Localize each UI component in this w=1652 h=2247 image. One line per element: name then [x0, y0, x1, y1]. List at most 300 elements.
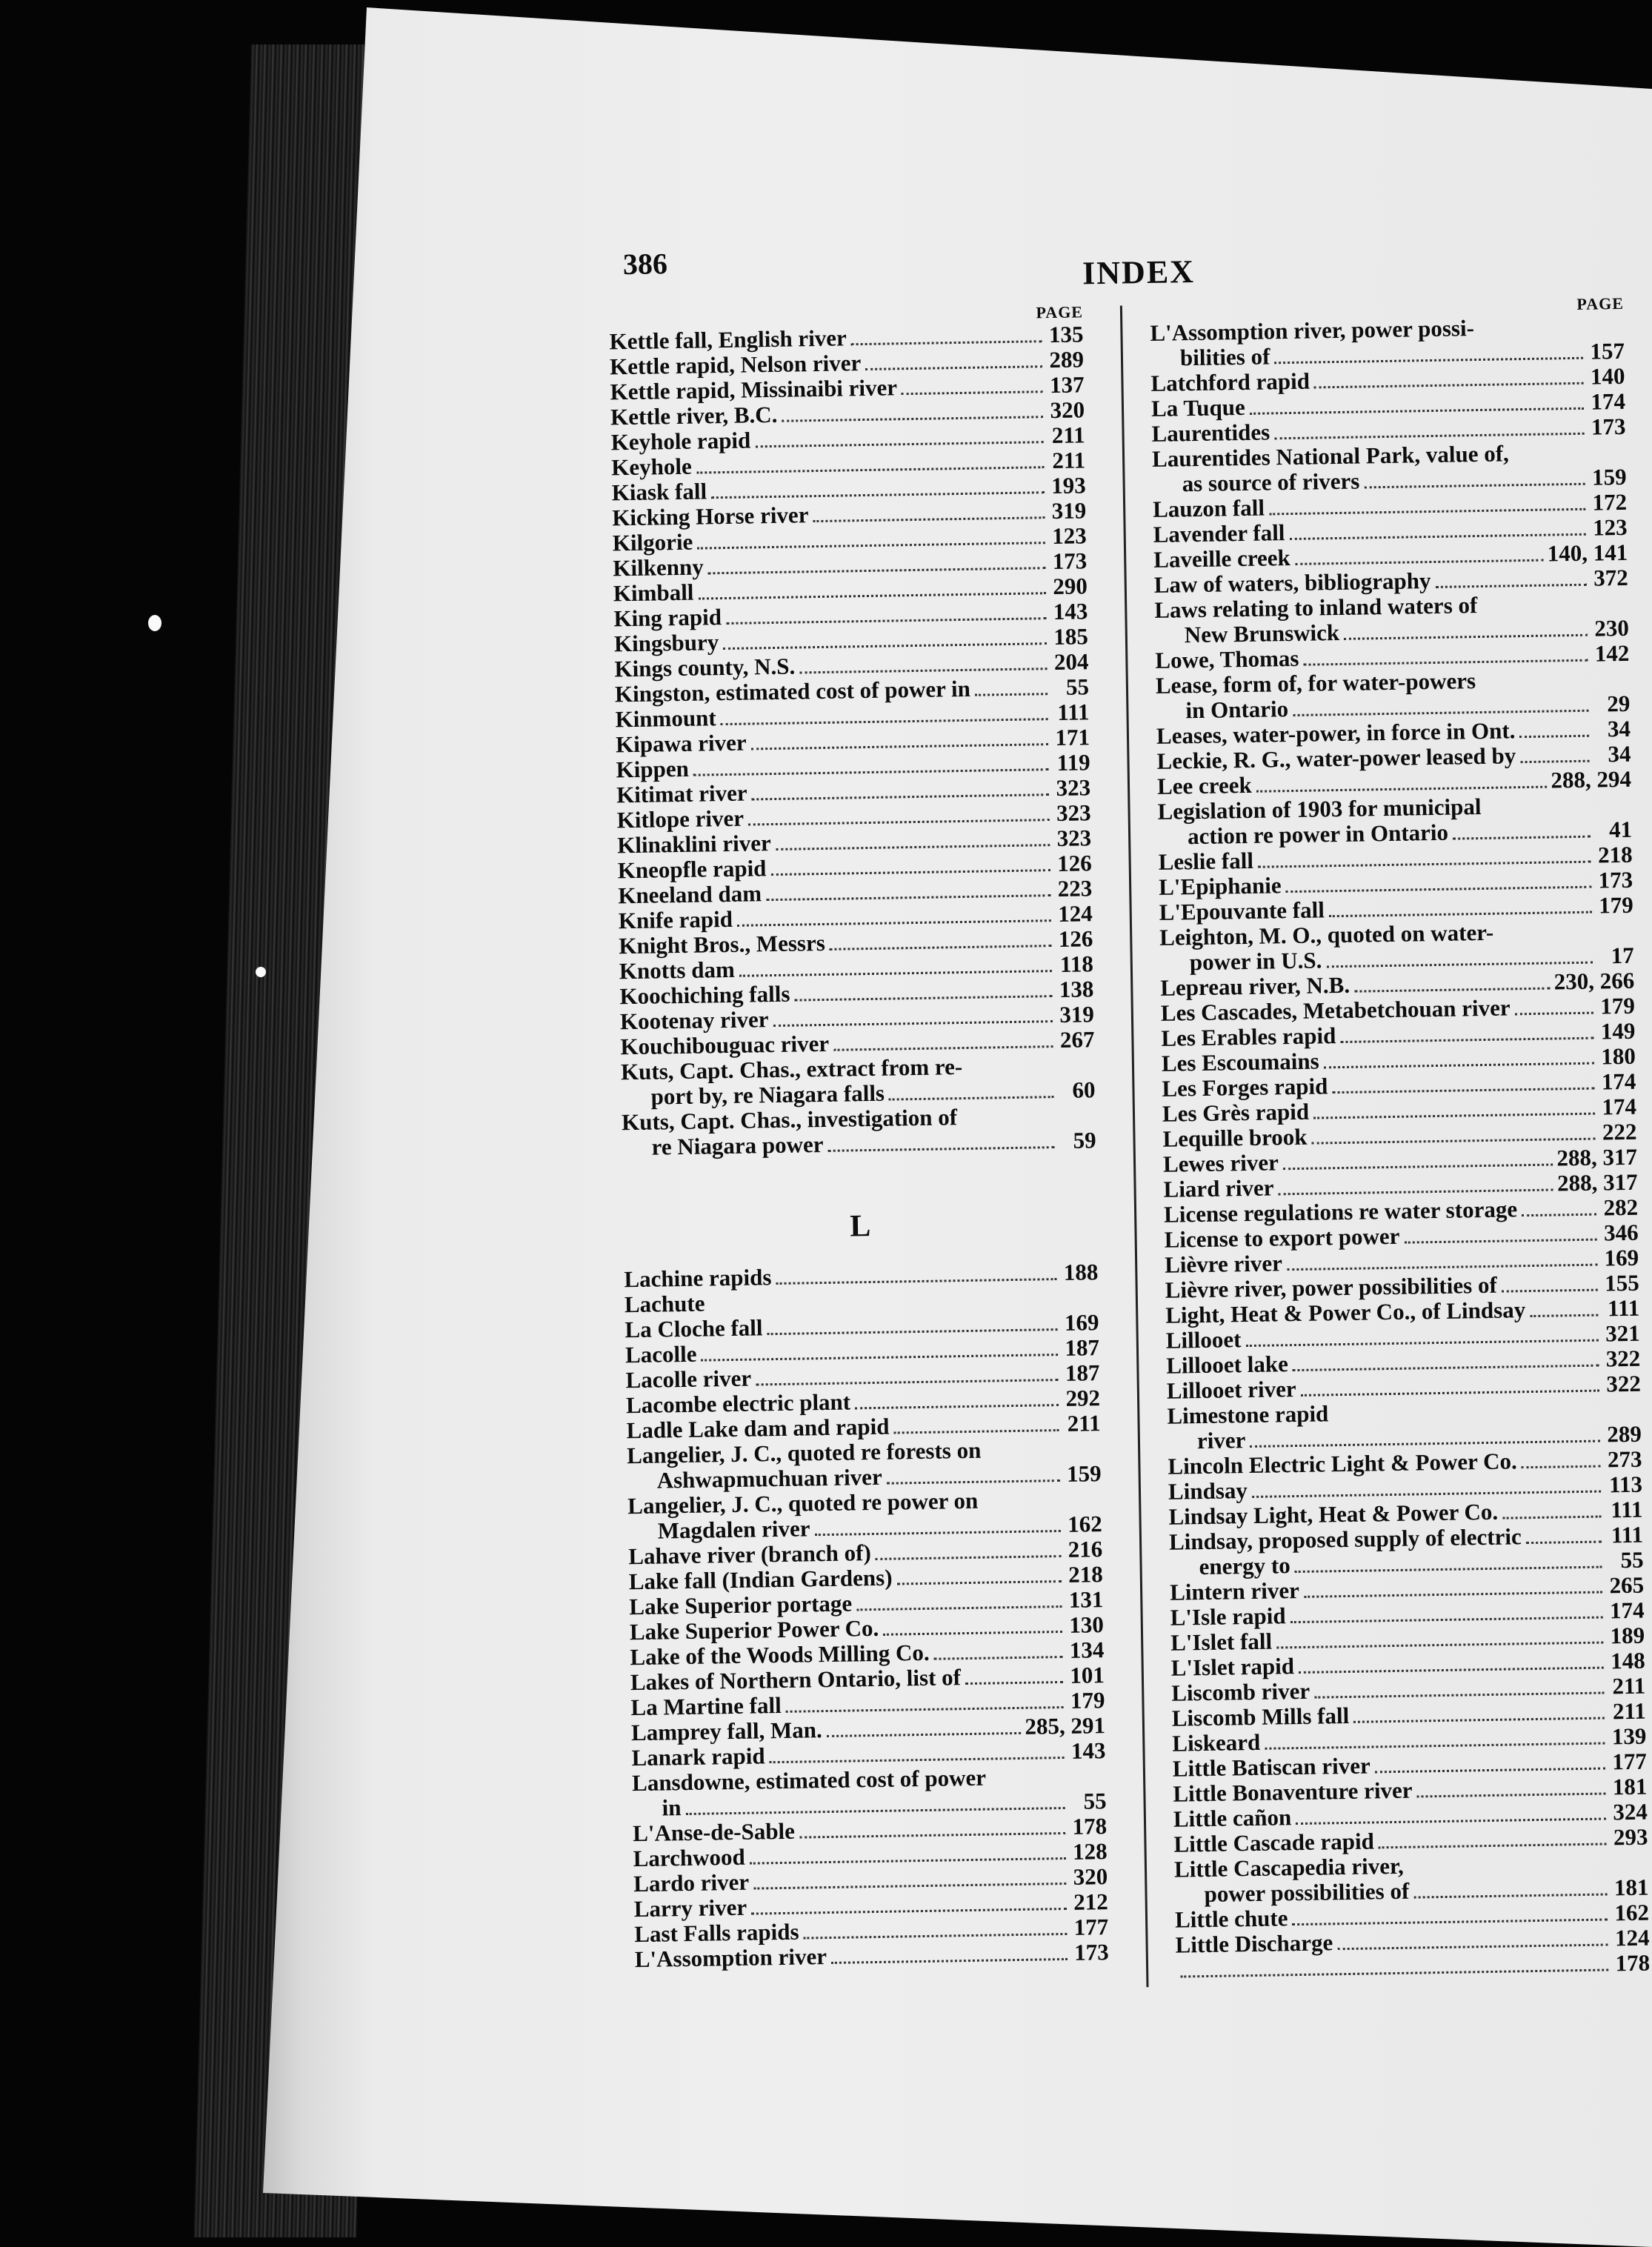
- entry-page-number: 323: [1056, 799, 1091, 827]
- entry-text: Les Grès rapid: [1162, 1098, 1310, 1127]
- leader-dots: [1293, 1365, 1599, 1371]
- entry-text: Lachute: [624, 1290, 705, 1318]
- entry-text: Lindsay Light, Heat & Power Co.: [1168, 1498, 1499, 1530]
- entry-page-number: 180: [1601, 1042, 1636, 1070]
- entry-page-number: 321: [1605, 1319, 1641, 1347]
- leader-dots: [1286, 886, 1592, 893]
- leader-dots: [804, 1933, 1068, 1940]
- left-page-header: PAGE: [1036, 302, 1084, 322]
- entry-text: Lake of the Woods Milling Co.: [630, 1639, 930, 1671]
- entry-text: Knotts dam: [619, 956, 736, 985]
- entry-text: Latchford rapid: [1150, 367, 1310, 396]
- page-title: INDEX: [1082, 253, 1196, 292]
- entry-page-number: 188: [1063, 1259, 1099, 1285]
- entry-text: Les Escoumains: [1161, 1048, 1319, 1076]
- entry-text: in Ontario: [1185, 696, 1289, 724]
- entry-page-number: 157: [1590, 337, 1625, 364]
- entry-page-number: 123: [1592, 513, 1628, 541]
- entry-text: Lacombe electric plant: [625, 1388, 851, 1419]
- entry-page-number: 111: [1057, 699, 1090, 725]
- entry-page-number: 288, 317: [1556, 1168, 1638, 1196]
- entry-text: Liscomb river: [1171, 1677, 1310, 1706]
- entry-text: Klinaklini river: [616, 830, 772, 859]
- entry-text: Laurentides National Park, value of,: [1151, 440, 1510, 472]
- entry-text: Lillooet: [1165, 1326, 1242, 1354]
- leader-dots: [721, 718, 1048, 725]
- leader-dots: [737, 919, 1051, 927]
- leader-dots: [965, 1681, 1063, 1685]
- entry-text: power in U.S.: [1189, 947, 1322, 976]
- leader-dots: [753, 1883, 1066, 1890]
- entry-text: Lowe, Thomas: [1155, 645, 1299, 673]
- leader-dots: [786, 1706, 1064, 1713]
- leader-dots: [1404, 1239, 1596, 1244]
- entry-text: Little Cascapedia river,: [1173, 1852, 1404, 1883]
- leader-dots: [766, 894, 1050, 901]
- entry-page-number: 162: [1614, 1899, 1650, 1926]
- entry-page-number: 211: [1052, 447, 1086, 474]
- entry-page-number: 320: [1050, 396, 1085, 424]
- leader-dots: [828, 1146, 1055, 1152]
- leader-dots: [830, 945, 1052, 951]
- entry-page-number: 181: [1612, 1773, 1648, 1800]
- leader-dots: [708, 567, 1046, 574]
- leader-dots: [1379, 1843, 1607, 1849]
- leader-dots: [1293, 710, 1588, 716]
- leader-dots: [1482, 611, 1587, 613]
- leader-dots: [1287, 1264, 1597, 1271]
- leader-dots: [771, 869, 1050, 876]
- entry-page-number: 111: [1611, 1496, 1643, 1523]
- entry-page-number: 187: [1065, 1334, 1100, 1361]
- leader-dots: [1295, 1566, 1602, 1574]
- leader-dots: [773, 1020, 1053, 1027]
- entry-text: Kilgorie: [612, 528, 693, 556]
- entry-page-number: 131: [1068, 1586, 1104, 1613]
- leader-dots: [751, 1908, 1067, 1915]
- leader-dots: [887, 1479, 1060, 1485]
- leader-dots: [1314, 1692, 1604, 1699]
- leader-dots: [1301, 1390, 1599, 1397]
- entry-page-number: 55: [1620, 1546, 1644, 1574]
- leader-dots: [799, 668, 1047, 673]
- entry-text: New Brunswick: [1184, 619, 1340, 648]
- entry-text: Kiask fall: [611, 478, 707, 506]
- leader-dots: [1314, 382, 1584, 389]
- entry-text: Knife rapid: [618, 905, 733, 934]
- entry-page-number: 292: [1065, 1385, 1101, 1411]
- entry-text: Keyhole: [610, 453, 692, 481]
- leader-dots: [702, 1354, 1059, 1362]
- entry-text: Kootenay river: [619, 1006, 769, 1035]
- entry-text: power possibilities of: [1204, 1877, 1410, 1908]
- entry-text: as source of rivers: [1182, 467, 1360, 497]
- entry-text: Lansdowne, estimated cost of power: [631, 1764, 987, 1797]
- leader-dots: [1324, 1062, 1594, 1069]
- entry-text: Kippen: [616, 755, 690, 783]
- entry-text: Last Falls rapids: [634, 1918, 799, 1948]
- entry-text: action re power in Ontario: [1187, 819, 1449, 850]
- leader-dots: [723, 642, 1047, 650]
- entry-page-number: 273: [1607, 1445, 1642, 1473]
- entry-page-number: 29: [1607, 690, 1631, 717]
- leader-dots: [1252, 1491, 1601, 1498]
- entry-page-number: 148: [1610, 1647, 1645, 1674]
- entry-text: L'Epiphanie: [1158, 872, 1282, 900]
- entry-page-number: 162: [1067, 1511, 1102, 1537]
- index-entry: [635, 1940, 1109, 1972]
- entry-page-number: 169: [1604, 1244, 1639, 1271]
- leader-dots: [1265, 1742, 1605, 1750]
- leader-dots: [1246, 1339, 1599, 1347]
- leader-dots: [865, 365, 1042, 370]
- entry-page-number: 123: [1051, 522, 1088, 550]
- entry-text: Kuts, Capt. Chas., extract from re-: [620, 1053, 963, 1085]
- entry-page-number: 118: [1059, 951, 1094, 977]
- entry-page-number: 34: [1608, 740, 1631, 768]
- entry-page-number: 126: [1056, 850, 1092, 876]
- leader-dots: [1299, 1667, 1604, 1674]
- leader-dots: [1275, 357, 1584, 364]
- entry-page-number: 346: [1603, 1219, 1639, 1246]
- leader-dots: [1436, 584, 1587, 588]
- leader-dots: [1417, 1793, 1606, 1798]
- entry-text: Lequille brook: [1162, 1123, 1308, 1152]
- leader-dots: [767, 1328, 1058, 1335]
- leader-dots: [1276, 1642, 1603, 1649]
- leader-dots: [876, 1555, 1062, 1560]
- entry-page-number: 218: [1068, 1561, 1104, 1588]
- left-entries-l: [624, 1259, 1109, 1972]
- entry-text: L'Islet rapid: [1170, 1653, 1295, 1681]
- leader-dots: [1295, 559, 1543, 565]
- entry-page-number: 174: [1601, 1068, 1636, 1095]
- entry-text: License to export power: [1164, 1222, 1400, 1253]
- leader-dots: [710, 1305, 1057, 1311]
- entry-page-number: 174: [1591, 387, 1626, 415]
- entry-text: Lavender fall: [1153, 519, 1285, 547]
- entry-text: Lake fall (Indian Gardens): [628, 1564, 893, 1595]
- entry-page-number: 288, 317: [1556, 1143, 1638, 1171]
- entry-text: Kitimat river: [616, 779, 747, 808]
- entry-text: Ladle Lake dam and rapid: [626, 1413, 890, 1444]
- entry-page-number: 155: [1604, 1269, 1639, 1296]
- leader-dots: [776, 1278, 1056, 1285]
- leader-dots: [962, 1123, 1054, 1125]
- entry-text: bilities of: [1179, 343, 1270, 371]
- entry-page-number: 189: [1610, 1622, 1645, 1649]
- entry-page-number: 320: [1073, 1863, 1108, 1890]
- leader-dots: [1256, 786, 1547, 793]
- leader-dots: [748, 819, 1050, 825]
- entry-text: Lake Superior Power Co.: [629, 1614, 879, 1645]
- entry-page-number: 174: [1602, 1093, 1637, 1120]
- entry-page-number: 173: [1052, 547, 1088, 575]
- entry-text: Kuts, Capt. Chas., investigation of: [621, 1104, 958, 1136]
- left-entries: [609, 322, 1096, 1160]
- leader-dots: [1364, 483, 1585, 489]
- leader-dots: [813, 516, 1045, 522]
- leader-dots: [1304, 1591, 1602, 1598]
- entry-page-number: 139: [1611, 1722, 1647, 1750]
- leader-dots: [856, 1605, 1062, 1611]
- leader-dots: [1326, 962, 1592, 968]
- entry-text: Liskeard: [1172, 1728, 1261, 1757]
- leader-dots: [756, 1379, 1058, 1385]
- entry-page-number: 173: [1073, 1939, 1110, 1965]
- entry-text: Knight Bros., Messrs: [619, 929, 826, 959]
- entry-page-number: 185: [1053, 623, 1089, 650]
- leader-dots: [686, 1807, 1065, 1815]
- paper-speck: [148, 615, 161, 631]
- leader-dots: [902, 390, 1043, 395]
- leader-dots: [1337, 1944, 1608, 1951]
- leader-dots: [1354, 988, 1550, 993]
- leader-dots: [1283, 1164, 1553, 1171]
- entry-page-number: 193: [1050, 472, 1086, 499]
- entry-text: Law of waters, bibliography: [1153, 567, 1431, 598]
- entry-page-number: 55: [1065, 673, 1090, 700]
- entry-text: Lièvre river: [1164, 1250, 1283, 1278]
- entry-text: Kettle rapid, Nelson river: [609, 350, 862, 380]
- leader-dots: [1290, 1617, 1603, 1624]
- leader-dots: [1513, 460, 1585, 462]
- entry-text: Kingsbury: [613, 629, 719, 657]
- entry-page-number: 135: [1048, 321, 1084, 348]
- entry-text: Leckie, R. G., water-power leased by: [1156, 742, 1516, 774]
- leader-dots: [934, 1656, 1063, 1660]
- entry-text: Little cañon: [1173, 1804, 1292, 1832]
- leader-dots: [851, 340, 1042, 345]
- entry-text: La Martine fall: [630, 1691, 782, 1721]
- entry-text: Kilkenny: [613, 553, 704, 582]
- entry-page-number: 124: [1614, 1924, 1650, 1951]
- entry-page-number: 285, 291: [1025, 1712, 1106, 1740]
- entry-page-number: 137: [1049, 371, 1085, 399]
- entry-page-number: 41: [1608, 816, 1633, 843]
- leader-dots: [739, 970, 1052, 977]
- entry-page-number: 143: [1070, 1737, 1106, 1764]
- entry-text: Lachine rapids: [624, 1264, 772, 1293]
- entry-page-number: 128: [1072, 1838, 1108, 1865]
- entry-page-number: 211: [1612, 1672, 1646, 1700]
- right-entries: [1150, 313, 1650, 1983]
- entry-page-number: 143: [1053, 598, 1088, 625]
- entry-page-number: 124: [1057, 900, 1093, 927]
- entry-text: Lincoln Electric Light & Power Co.: [1168, 1448, 1517, 1479]
- leader-dots: [770, 1757, 1065, 1763]
- leader-dots: [1344, 634, 1588, 640]
- leader-dots: [698, 592, 1045, 599]
- entry-page-number: 169: [1064, 1309, 1099, 1336]
- leader-dots: [1250, 1440, 1600, 1448]
- leader-dots: [833, 1045, 1053, 1051]
- entry-page-number: 211: [1612, 1697, 1647, 1725]
- entry-text: Lamprey fall, Man.: [630, 1717, 823, 1746]
- entry-page-number: 177: [1612, 1748, 1648, 1775]
- entry-text: Little Batiscan river: [1172, 1752, 1371, 1782]
- entry-page-number: 60: [1072, 1076, 1096, 1103]
- entry-text: Leases, water-power, in force in Ont.: [1156, 717, 1516, 749]
- entry-text: L'Assomption river, power possi-: [1150, 315, 1475, 346]
- entry-text: Ashwapmuchuan river: [656, 1463, 882, 1494]
- entry-page-number: 323: [1056, 825, 1092, 852]
- entry-page-number: 17: [1611, 942, 1634, 969]
- entry-text: Little chute: [1174, 1905, 1288, 1933]
- leader-dots: [1250, 407, 1584, 415]
- entry-page-number: 159: [1066, 1460, 1102, 1487]
- leader-dots: [1269, 508, 1585, 516]
- paper-speck: [256, 967, 266, 977]
- entry-page-number: 288, 294: [1551, 765, 1632, 793]
- entry-text: Legislation of 1903 for municipal: [1157, 793, 1482, 825]
- entry-page-number: 171: [1055, 724, 1090, 751]
- leader-dots: [750, 1857, 1066, 1865]
- entry-text: Lakes of Northern Ontario, list of: [630, 1664, 962, 1696]
- entry-page-number: 101: [1070, 1662, 1105, 1688]
- leader-dots: [967, 1073, 1053, 1074]
- leader-dots: [1296, 1818, 1606, 1825]
- leader-dots: [1515, 1012, 1593, 1016]
- entry-page-number: 126: [1058, 925, 1093, 952]
- entry-page-number: 372: [1593, 564, 1628, 591]
- entry-page-number: 223: [1057, 875, 1093, 902]
- leader-dots: [1502, 1516, 1601, 1519]
- entry-page-number: 289: [1607, 1420, 1642, 1448]
- leader-dots: [982, 1507, 1060, 1508]
- leader-dots: [1258, 861, 1591, 868]
- entry-page-number: 179: [1600, 992, 1636, 1019]
- entry-text: L'Islet fall: [1170, 1628, 1273, 1656]
- leader-dots: [1375, 1768, 1605, 1774]
- entry-page-number: 179: [1598, 891, 1633, 919]
- entry-text: Lillooet lake: [1166, 1351, 1289, 1379]
- entry-page-number: 289: [1049, 346, 1085, 373]
- entry-text: La Cloche fall: [625, 1314, 763, 1343]
- leader-dots: [1520, 760, 1589, 763]
- entry-text: Kneeland dam: [618, 880, 762, 909]
- leader-dots: [726, 617, 1046, 625]
- entry-page-number: 130: [1069, 1611, 1105, 1638]
- leader-dots: [1313, 1113, 1595, 1119]
- entry-page-number: 134: [1069, 1637, 1105, 1663]
- leader-dots: [855, 1404, 1059, 1409]
- entry-text: Lintern river: [1169, 1577, 1300, 1605]
- entry-text: Keyhole rapid: [610, 427, 751, 456]
- entry-page-number: 119: [1056, 749, 1090, 776]
- entry-page-number: 138: [1059, 976, 1094, 1002]
- leader-dots: [1520, 735, 1590, 738]
- entry-page-number: 55: [1083, 1788, 1107, 1814]
- entry-text: river: [1196, 1427, 1246, 1454]
- entry-page-number: 211: [1051, 422, 1085, 449]
- entry-page-number: 178: [1072, 1813, 1108, 1840]
- entry-text: Les Erables rapid: [1161, 1022, 1336, 1051]
- leader-dots: [1526, 1541, 1602, 1545]
- leader-dots: [985, 1457, 1059, 1458]
- leader-dots: [831, 1958, 1068, 1964]
- entry-page-number: 218: [1597, 841, 1633, 868]
- index-page-content: [533, 204, 1652, 2000]
- leader-dots: [815, 1530, 1061, 1536]
- leader-dots: [752, 793, 1050, 800]
- leader-dots: [1180, 1968, 1608, 1977]
- leader-dots: [827, 1732, 1021, 1737]
- entry-text: Les Forges rapid: [1162, 1073, 1328, 1102]
- entry-text: Les Cascades, Metabetchouan river: [1160, 994, 1511, 1026]
- entry-page-number: 322: [1605, 1345, 1641, 1372]
- entry-text: Lewes river: [1162, 1149, 1279, 1177]
- entry-page-number: 230, 266: [1553, 967, 1635, 995]
- leader-dots: [1312, 1138, 1596, 1145]
- leader-dots: [1340, 1037, 1593, 1043]
- leader-dots: [1480, 687, 1588, 688]
- entry-text: Lacolle river: [625, 1365, 752, 1394]
- entry-text: Kingston, estimated cost of power in: [614, 675, 971, 708]
- entry-text: Laws relating to inland waters of: [1154, 592, 1478, 623]
- entry-text: L'Assomption river: [634, 1943, 827, 1973]
- entry-page-number: 159: [1591, 463, 1627, 490]
- entry-page-number: 290: [1053, 573, 1088, 600]
- entry-text: Kettle fall, English river: [609, 324, 847, 355]
- entry-page-number: 173: [1598, 866, 1633, 893]
- leader-dots: [1408, 1871, 1607, 1874]
- entry-text: King rapid: [613, 604, 722, 632]
- entry-page-number: 113: [1608, 1471, 1643, 1498]
- entry-text: L'Epouvante fall: [1159, 896, 1325, 925]
- entry-text: Kitlope river: [616, 805, 745, 833]
- leader-dots: [1453, 836, 1591, 840]
- leader-dots: [696, 466, 1044, 473]
- entry-text: Lindsay, proposed supply of electric: [1168, 1523, 1522, 1555]
- leader-dots: [1502, 1289, 1598, 1293]
- leader-dots: [1522, 1214, 1596, 1217]
- entry-page-number: 172: [1592, 488, 1628, 516]
- entry-page-number: 187: [1065, 1359, 1100, 1386]
- entry-text: Lahave river (branch of): [628, 1539, 872, 1570]
- leader-dots: [711, 491, 1045, 499]
- leader-dots: [894, 1429, 1059, 1434]
- entry-page-number: 319: [1051, 497, 1087, 525]
- entry-text: Lanark rapid: [631, 1742, 765, 1771]
- entry-page-number: 216: [1068, 1536, 1103, 1562]
- entry-text: Larry river: [633, 1894, 747, 1923]
- entry-text: La Tuque: [1150, 393, 1245, 422]
- entry-text: Magdalen river: [657, 1515, 810, 1544]
- leader-dots: [1413, 1894, 1607, 1899]
- entry-text: Lease, form of, for water-powers: [1155, 668, 1476, 699]
- leader-dots: [755, 441, 1043, 447]
- entry-text: Lindsay: [1168, 1477, 1248, 1505]
- entry-text: Lauzon fall: [1152, 494, 1265, 522]
- entry-text: re Niagara power: [651, 1131, 824, 1160]
- entry-text: L'Isle rapid: [1170, 1602, 1286, 1631]
- leader-dots: [889, 1096, 1054, 1100]
- entry-text: Liard river: [1163, 1174, 1274, 1202]
- entry-page-number: 178: [1615, 1949, 1651, 1977]
- entry-page-number: 140: [1590, 362, 1625, 390]
- leader-dots: [794, 995, 1052, 1001]
- leader-dots: [782, 416, 1043, 422]
- entry-text: Kinmount: [615, 705, 716, 733]
- leader-dots: [1486, 813, 1591, 814]
- leader-dots: [1293, 1919, 1608, 1926]
- entry-text: Langelier, J. C., quoted re forests on: [626, 1437, 982, 1469]
- entry-page-number: 111: [1611, 1521, 1644, 1548]
- leader-dots: [799, 1832, 1065, 1839]
- leader-dots: [1290, 533, 1586, 540]
- entry-page-number: 323: [1056, 774, 1091, 802]
